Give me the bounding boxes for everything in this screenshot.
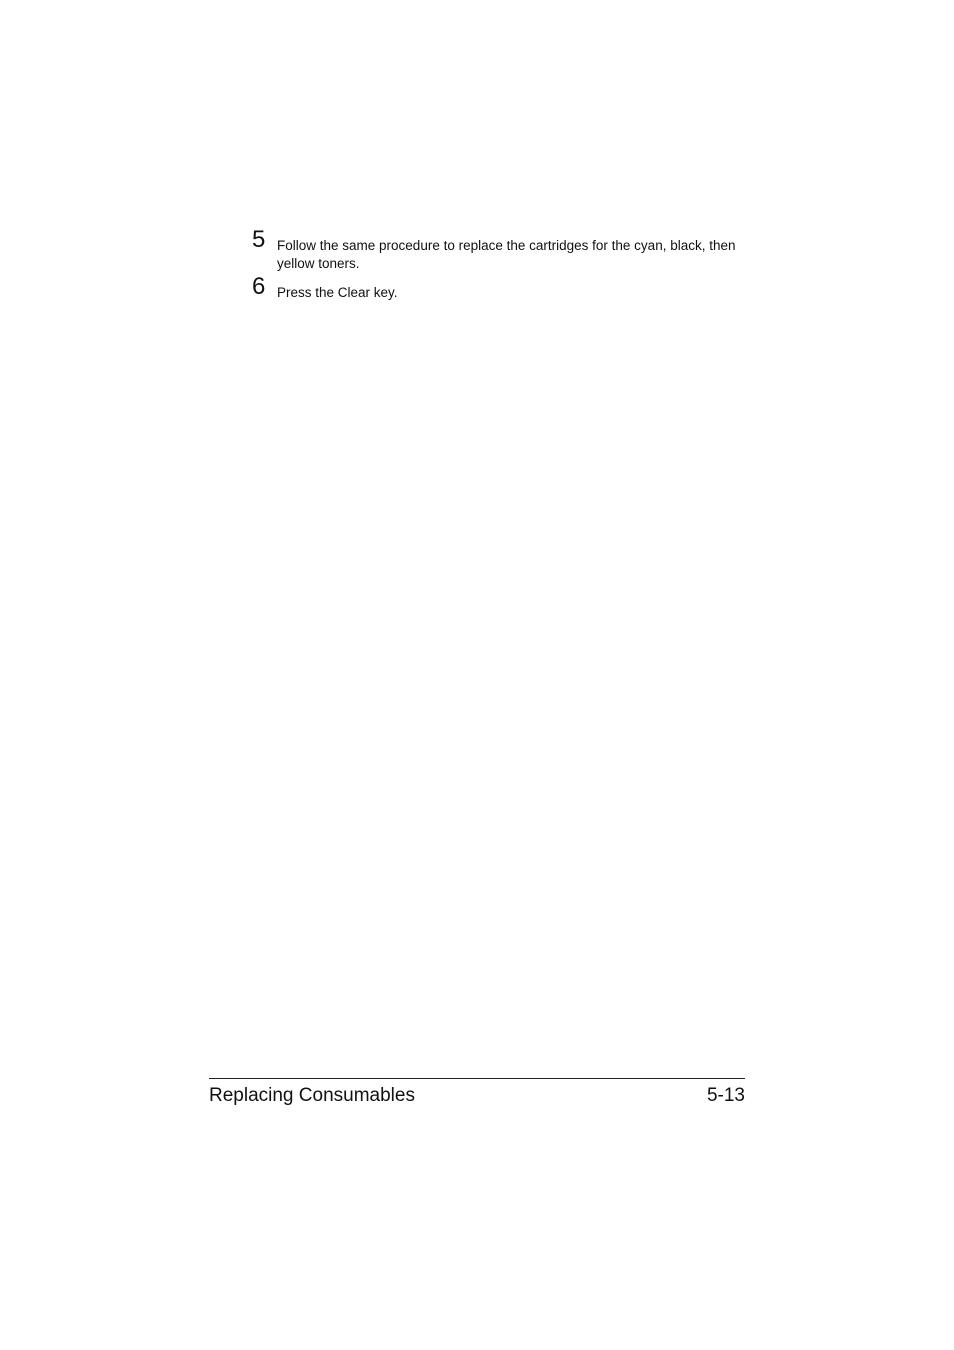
footer-section-title: Replacing Consumables [209, 1085, 415, 1106]
step-item [252, 273, 752, 302]
step-text: Press the Clear key. [277, 285, 398, 300]
footer-page-number: 5-13 [706, 1085, 745, 1106]
page-footer [209, 1078, 745, 1111]
step-number: 5 [252, 226, 266, 253]
procedure-steps [252, 226, 752, 302]
step-text: Follow the same procedure to replace the cartridges for the cyan, black, then yellow toners. [277, 238, 736, 271]
step-item [252, 226, 752, 273]
step-number: 6 [252, 273, 266, 300]
